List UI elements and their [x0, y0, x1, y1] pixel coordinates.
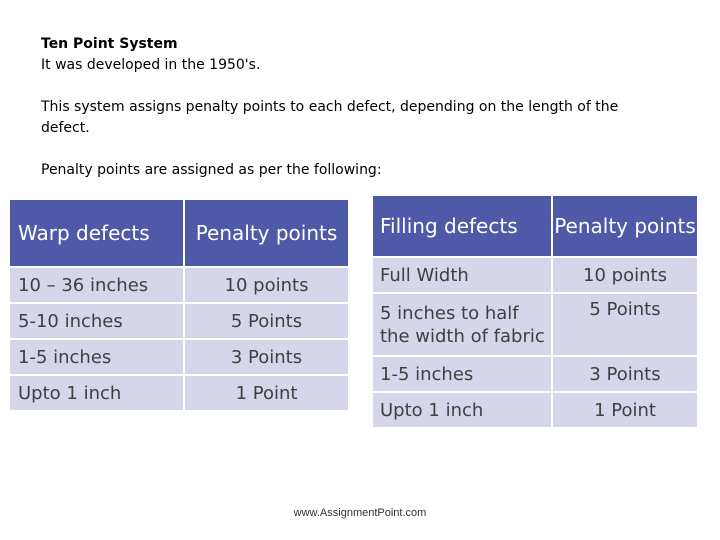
- table-row: [10, 304, 348, 338]
- table-header-row: [10, 200, 348, 266]
- table-cell-defect: 5 inches to half the width of fabric: [373, 294, 551, 355]
- table-row: [10, 268, 348, 302]
- table-row: [10, 376, 348, 410]
- intro-text: [41, 34, 661, 181]
- table-cell-points: 10 points: [185, 268, 348, 302]
- table-cell-defect: Full Width: [373, 258, 551, 292]
- intro-paragraph-2: Penalty points are assigned as per the following:: [41, 162, 382, 178]
- header-filling-defects: Filling defects: [373, 196, 551, 256]
- table-row: [373, 393, 697, 427]
- table-cell-defect: Upto 1 inch: [373, 393, 551, 427]
- header-penalty-points: Penalty points: [185, 200, 348, 266]
- table-cell-points: 5 Points: [185, 304, 348, 338]
- footer-website: www.AssignmentPoint.com: [293, 507, 427, 519]
- table-cell-defect: Upto 1 inch: [10, 376, 183, 410]
- header-penalty-points: Penalty points: [553, 196, 697, 256]
- table-cell-defect: 10 – 36 inches: [10, 268, 183, 302]
- table-header-row: [373, 196, 697, 256]
- table-cell-defect: 1-5 inches: [373, 357, 551, 391]
- table-cell-points: 3 Points: [553, 357, 697, 391]
- header-warp-defects: Warp defects: [10, 200, 183, 266]
- table-cell-defect: 1-5 inches: [10, 340, 183, 374]
- section-title: Ten Point System: [41, 36, 178, 52]
- filling-defects-table: [371, 194, 699, 429]
- intro-line: It was developed in the 1950's.: [41, 57, 261, 73]
- warp-defects-table: [8, 198, 350, 412]
- table-cell-points: 10 points: [553, 258, 697, 292]
- table-cell-points: 1 Point: [185, 376, 348, 410]
- intro-paragraph: This system assigns penalty points to each defect, depending on the length of the defect.: [41, 99, 619, 136]
- table-row: [373, 294, 697, 355]
- table-cell-points: 1 Point: [553, 393, 697, 427]
- table-row: [373, 357, 697, 391]
- table-cell-points: 5 Points: [553, 294, 697, 355]
- table-cell-defect: 5-10 inches: [10, 304, 183, 338]
- table-cell-points: 3 Points: [185, 340, 348, 374]
- table-row: [373, 258, 697, 292]
- table-row: [10, 340, 348, 374]
